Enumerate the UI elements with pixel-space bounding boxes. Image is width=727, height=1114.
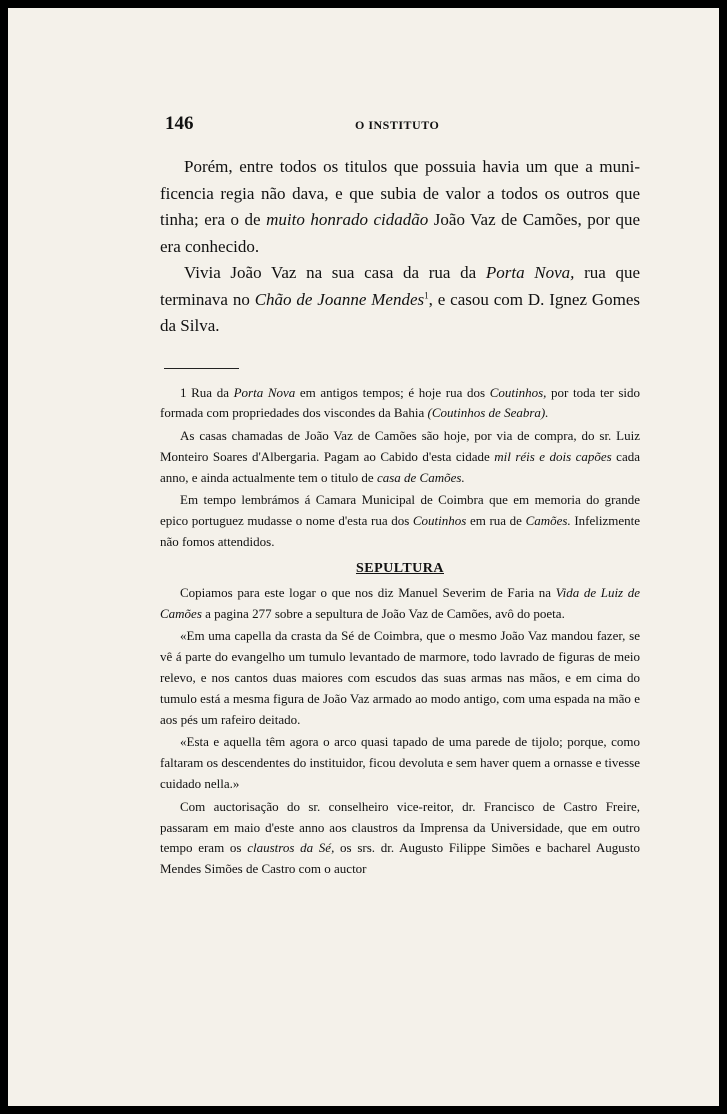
quote-paragraph: «Em uma capella da crasta da Sé de Coimbra, que o mesmo João Vaz mandou fazer, se vê á parte do evangelho um tumulo levantado de marmore, todo lavrado de figuras de meio relevo, e nos cantos duas maiores com escudos das suas armas nas mãos, e em cima do tumulo está a mesma figura de João Vaz armado ao modo antigo, com uma espada na mão e aos pés um rafeiro deitado.	[160, 628, 640, 727]
footnote-divider	[164, 368, 239, 369]
footnote-paragraph: As casas chamadas de João Vaz de Camões são hoje, por via de compra, do sr. Luiz Monteiro Soares d'Albergaria. Pagam ao Cabido d'esta cidade mil réis e dois capões cada anno, e ainda actualmente tem o titulo de casa de Camões.	[160, 428, 640, 485]
footnote-paragraph: Com auctorisação do sr. conselheiro vice-reitor, dr. Francisco de Castro Freire, passaram em maio d'este anno aos claustros da Imprensa da Universidade, que em outro tempo eram os claustros da Sé, os srs. dr. Augusto Filippe Simões e bacharel Augusto Mendes Simões de Castro com o auctor	[160, 798, 640, 877]
quote-paragraph: «Esta e aquella têm agora o arco quasi tapado de uma parede de tijolo; porque, como faltaram os descendentes do instituidor, ficou devoluta e sem haver quem a ornasse e tivesse cuidado nella.»	[160, 734, 640, 792]
footnote-paragraph: Em tempo lembrámos á Camara Municipal de Coimbra que em memoria do grande epico portuguez mudasse o nome d'esta rua dos Coutinhos em rua de Camões. Infelizmente não fomos attendidos.	[160, 492, 640, 550]
page-header	[165, 113, 641, 139]
body-paragraph: Vivia João Vaz na sua casa da rua da Porta Nova, rua que terminava no Chão de Joanne Mendes$^1$, e casou com D. Ignez Gomes da Silva.	[160, 263, 641, 335]
body-paragraph: Porém, entre todos os titulos que possuia havia um que a munificencia regia não dava, e que subia de valor a todos os outros que tinha; era o de muito honrado cidadão João Vaz de Camões, por que era conhecido.	[160, 157, 641, 256]
footnote-paragraph: 1 Rua da Porta Nova em antigos tempos; é hoje rua dos Coutinhos, por toda ter sido formada com propriedades dos viscondes da Bahia (Coutinhos de Seabra).	[160, 384, 640, 421]
page-number: 146	[165, 113, 194, 134]
footnote-paragraph: Copiamos para este logar o que nos diz Manuel Severim de Faria na Vida de Luiz de Camões a pagina 277 sobre a sepultura de João Vaz de Camões, avô do poeta.	[160, 584, 641, 621]
footnotes	[160, 383, 640, 881]
main-text	[160, 154, 640, 880]
section-title: SEPULTURA	[355, 560, 444, 576]
footnote-marker: 1	[424, 289, 429, 300]
book-page	[8, 8, 719, 1106]
running-title: O INSTITUTO	[355, 118, 440, 132]
